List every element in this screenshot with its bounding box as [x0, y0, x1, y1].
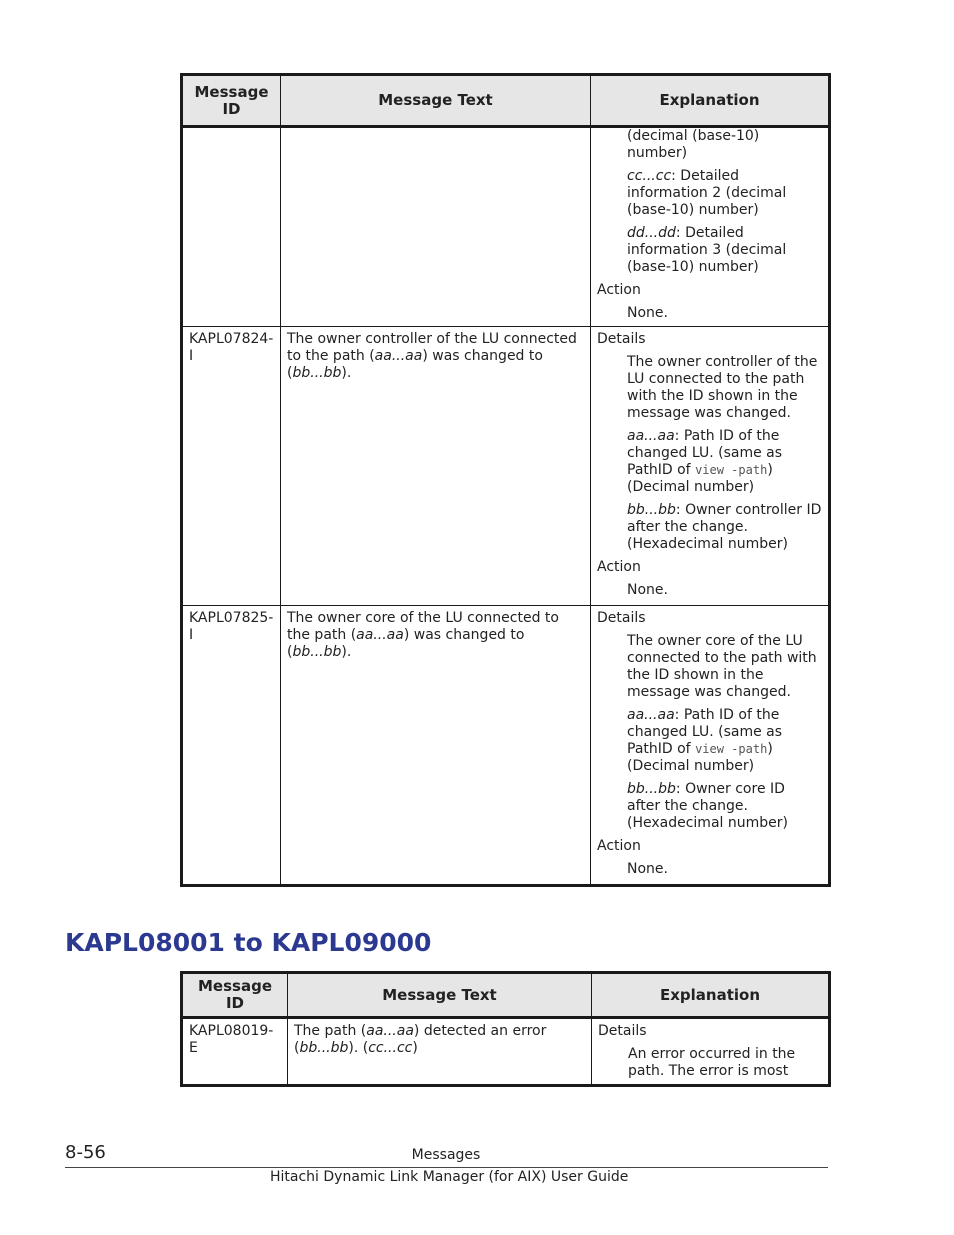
- table-header-row: [182, 973, 830, 1018]
- header-message-text: Message Text: [281, 75, 591, 127]
- message-text-cell: The owner controller of the LU connected to the path (aa...aa) was changed to (bb...bb).: [281, 327, 591, 606]
- message-table-continued: [180, 73, 831, 887]
- explanation-cell: [591, 327, 830, 606]
- code-text: view -path: [695, 463, 768, 477]
- details-label: Details: [597, 331, 646, 347]
- detail-paragraph: The owner controller of the LU connected to the path with the ID shown in the message was changed.: [627, 354, 818, 421]
- page-number: 8-56: [65, 1142, 106, 1163]
- detail-paragraph: bb...bb: Owner core ID after the change. (Hexadecimal number): [627, 781, 788, 831]
- explanation-cell: [591, 127, 830, 327]
- table-row: [182, 127, 830, 327]
- details-label: Details: [598, 1023, 647, 1039]
- detail-paragraph: bb...bb: Owner controller ID after the change. (Hexadecimal number): [627, 502, 822, 552]
- detail-paragraph: dd...dd: Detailed information 3 (decimal (base-10) number): [627, 225, 787, 275]
- message-text-cell: The path (aa...aa) detected an error (bb...bb). (cc...cc): [288, 1018, 592, 1086]
- action-text: None.: [627, 582, 668, 598]
- action-label: Action: [597, 559, 641, 575]
- message-table: [180, 971, 831, 1087]
- action-text: None.: [627, 305, 668, 321]
- detail-paragraph: cc...cc: Detailed information 2 (decimal (base-10) number): [627, 168, 787, 218]
- message-id-cell: [182, 127, 281, 327]
- header-message-id: Message ID: [182, 973, 288, 1018]
- section-title: KAPL08001 to KAPL09000: [65, 928, 432, 957]
- header-message-id: Message ID: [182, 75, 281, 127]
- table-row: [182, 606, 830, 886]
- table-header-row: [182, 75, 830, 127]
- details-label: Details: [597, 610, 646, 626]
- explanation-cell: [591, 606, 830, 886]
- message-id-cell: KAPL08019-E: [182, 1018, 288, 1086]
- footer-guide-title: Hitachi Dynamic Link Manager (for AIX) User Guide: [270, 1169, 629, 1185]
- table-row: [182, 1018, 830, 1086]
- header-explanation: Explanation: [591, 75, 830, 127]
- detail-paragraph: aa...aa: Path ID of the changed LU. (same as PathID of view -path) (Decimal number): [627, 428, 783, 495]
- message-text-cell: The owner core of the LU connected to the path (aa...aa) was changed to (bb...bb).: [281, 606, 591, 886]
- message-id-cell: KAPL07825-I: [182, 606, 281, 886]
- detail-paragraph: An error occurred in the path. The error is most: [628, 1046, 796, 1079]
- table-row: [182, 327, 830, 606]
- detail-paragraph: (decimal (base-10) number): [627, 128, 760, 161]
- code-text: view -path: [695, 742, 768, 756]
- footer-divider: [65, 1167, 828, 1168]
- message-id-cell: KAPL07824-I: [182, 327, 281, 606]
- detail-paragraph: The owner core of the LU connected to the path with the ID shown in the message was changed.: [627, 633, 817, 700]
- action-label: Action: [597, 282, 641, 298]
- explanation-cell: [592, 1018, 830, 1086]
- message-text-cell: [281, 127, 591, 327]
- footer-section-name: Messages: [411, 1147, 481, 1163]
- header-message-text: Message Text: [288, 973, 592, 1018]
- action-label: Action: [597, 838, 641, 854]
- action-text: None.: [627, 861, 668, 877]
- detail-paragraph: aa...aa: Path ID of the changed LU. (same as PathID of view -path) (Decimal number): [627, 707, 783, 774]
- header-explanation: Explanation: [592, 973, 830, 1018]
